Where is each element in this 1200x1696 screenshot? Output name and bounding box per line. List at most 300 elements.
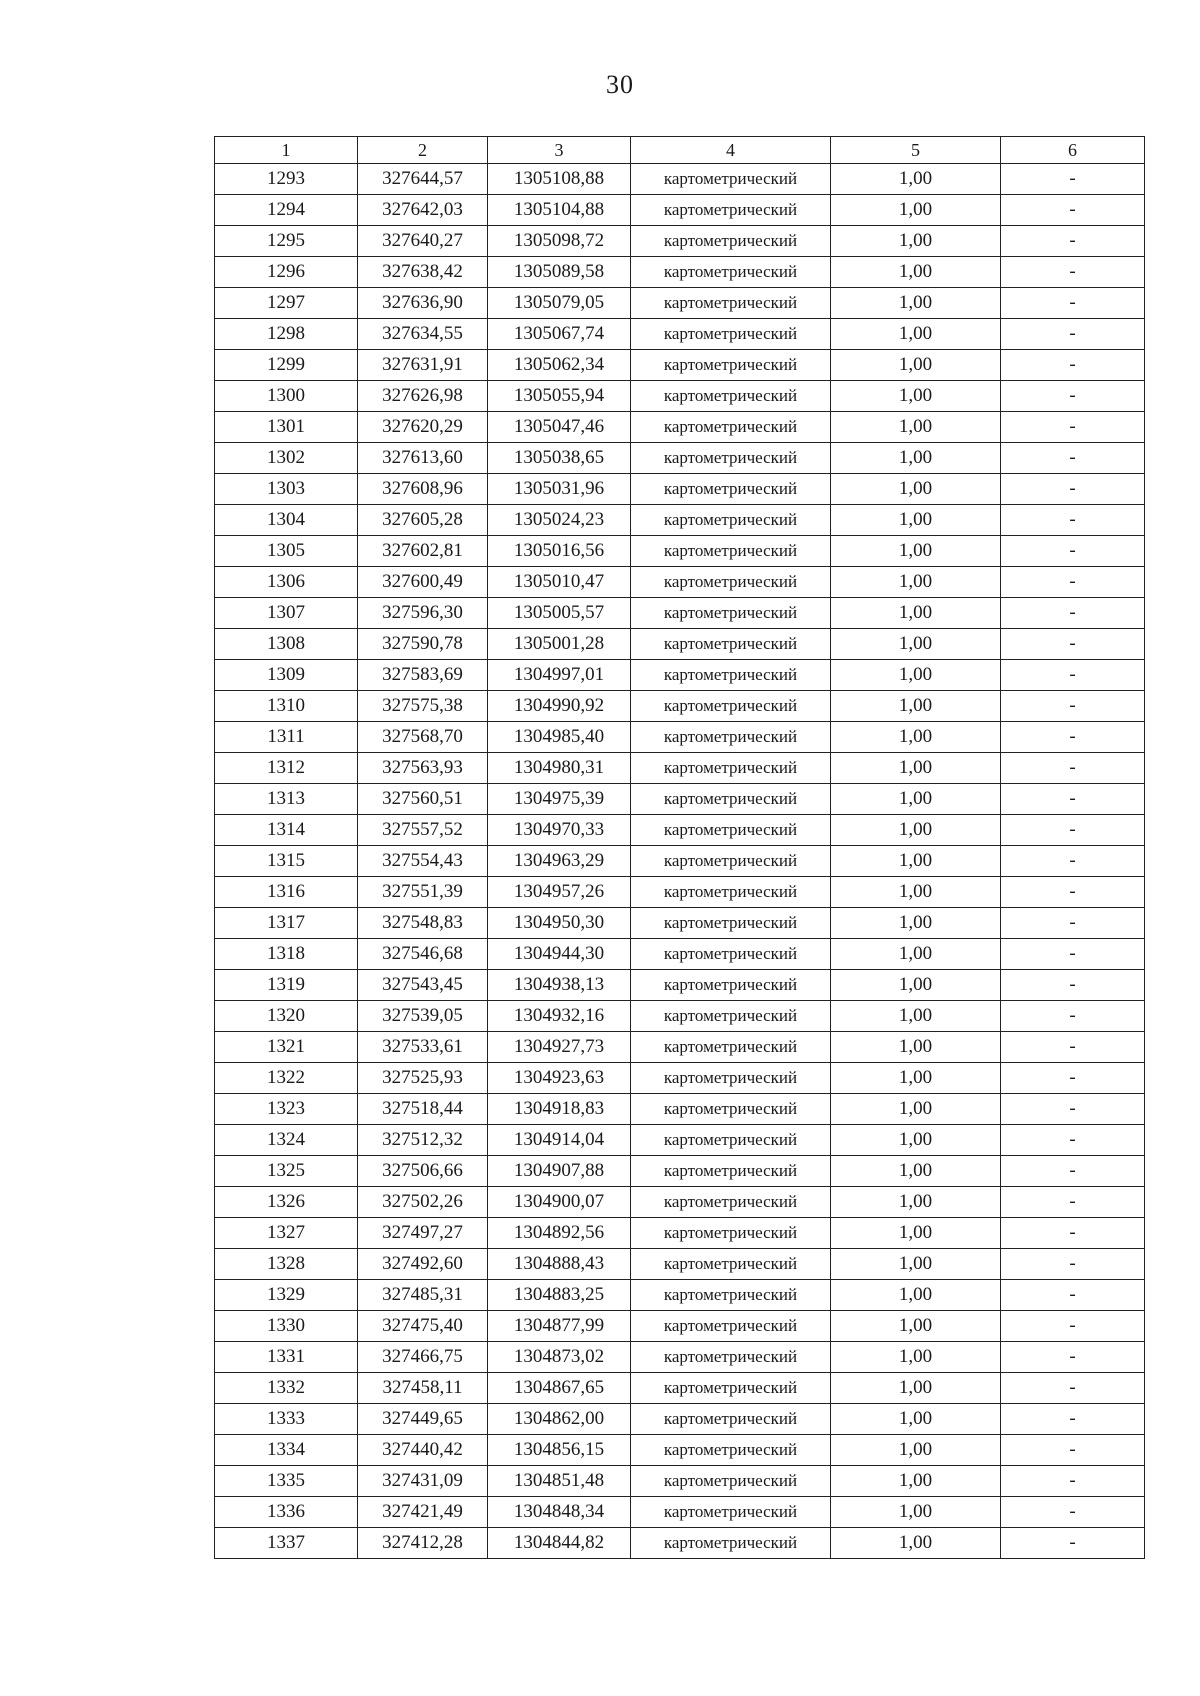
x-coordinate-cell: 327506,66 xyxy=(358,1156,488,1187)
description-cell: - xyxy=(1001,1094,1145,1125)
method-cell: картометрический xyxy=(631,691,831,722)
x-coordinate-cell: 327563,93 xyxy=(358,753,488,784)
x-coordinate-cell: 327449,65 xyxy=(358,1404,488,1435)
point-number-cell: 1294 xyxy=(215,195,358,226)
y-coordinate-cell: 1305055,94 xyxy=(488,381,631,412)
description-cell: - xyxy=(1001,505,1145,536)
method-cell: картометрический xyxy=(631,288,831,319)
y-coordinate-cell: 1304848,34 xyxy=(488,1497,631,1528)
page-number: 30 xyxy=(606,70,634,99)
point-number-cell: 1317 xyxy=(215,908,358,939)
method-cell: картометрический xyxy=(631,536,831,567)
table-row xyxy=(215,226,1145,257)
accuracy-cell: 1,00 xyxy=(831,598,1001,629)
table-row xyxy=(215,939,1145,970)
x-coordinate-cell: 327502,26 xyxy=(358,1187,488,1218)
table-row xyxy=(215,1249,1145,1280)
table-row xyxy=(215,381,1145,412)
table-row xyxy=(215,1497,1145,1528)
accuracy-cell: 1,00 xyxy=(831,1373,1001,1404)
point-number-cell: 1310 xyxy=(215,691,358,722)
y-coordinate-cell: 1304985,40 xyxy=(488,722,631,753)
point-number-cell: 1333 xyxy=(215,1404,358,1435)
y-coordinate-cell: 1304997,01 xyxy=(488,660,631,691)
accuracy-cell: 1,00 xyxy=(831,350,1001,381)
accuracy-cell: 1,00 xyxy=(831,877,1001,908)
accuracy-cell: 1,00 xyxy=(831,1249,1001,1280)
table-row xyxy=(215,846,1145,877)
x-coordinate-cell: 327613,60 xyxy=(358,443,488,474)
point-number-cell: 1314 xyxy=(215,815,358,846)
accuracy-cell: 1,00 xyxy=(831,1001,1001,1032)
y-coordinate-cell: 1304957,26 xyxy=(488,877,631,908)
y-coordinate-cell: 1304980,31 xyxy=(488,753,631,784)
y-coordinate-cell: 1304970,33 xyxy=(488,815,631,846)
method-cell: картометрический xyxy=(631,1311,831,1342)
column-header-description: 6 xyxy=(1001,137,1145,164)
y-coordinate-cell: 1304907,88 xyxy=(488,1156,631,1187)
x-coordinate-cell: 327620,29 xyxy=(358,412,488,443)
description-cell: - xyxy=(1001,1435,1145,1466)
y-coordinate-cell: 1305038,65 xyxy=(488,443,631,474)
description-cell: - xyxy=(1001,908,1145,939)
x-coordinate-cell: 327533,61 xyxy=(358,1032,488,1063)
point-number-cell: 1307 xyxy=(215,598,358,629)
method-cell: картометрический xyxy=(631,1218,831,1249)
point-number-cell: 1301 xyxy=(215,412,358,443)
point-number-cell: 1325 xyxy=(215,1156,358,1187)
method-cell: картометрический xyxy=(631,1063,831,1094)
y-coordinate-cell: 1304950,30 xyxy=(488,908,631,939)
y-coordinate-cell: 1304892,56 xyxy=(488,1218,631,1249)
accuracy-cell: 1,00 xyxy=(831,443,1001,474)
x-coordinate-cell: 327568,70 xyxy=(358,722,488,753)
method-cell: картометрический xyxy=(631,319,831,350)
accuracy-cell: 1,00 xyxy=(831,1404,1001,1435)
description-cell: - xyxy=(1001,970,1145,1001)
y-coordinate-cell: 1305010,47 xyxy=(488,567,631,598)
description-cell: - xyxy=(1001,164,1145,195)
description-cell: - xyxy=(1001,1249,1145,1280)
method-cell: картометрический xyxy=(631,722,831,753)
accuracy-cell: 1,00 xyxy=(831,908,1001,939)
table-row xyxy=(215,505,1145,536)
description-cell: - xyxy=(1001,598,1145,629)
description-cell: - xyxy=(1001,443,1145,474)
description-cell: - xyxy=(1001,257,1145,288)
point-number-cell: 1332 xyxy=(215,1373,358,1404)
table-row xyxy=(215,1063,1145,1094)
description-cell: - xyxy=(1001,877,1145,908)
accuracy-cell: 1,00 xyxy=(831,1156,1001,1187)
accuracy-cell: 1,00 xyxy=(831,319,1001,350)
point-number-cell: 1328 xyxy=(215,1249,358,1280)
method-cell: картометрический xyxy=(631,1280,831,1311)
table-row xyxy=(215,722,1145,753)
accuracy-cell: 1,00 xyxy=(831,412,1001,443)
accuracy-cell: 1,00 xyxy=(831,164,1001,195)
table-row xyxy=(215,1311,1145,1342)
method-cell: картометрический xyxy=(631,1156,831,1187)
method-cell: картометрический xyxy=(631,815,831,846)
point-number-cell: 1311 xyxy=(215,722,358,753)
table-row xyxy=(215,1373,1145,1404)
point-number-cell: 1331 xyxy=(215,1342,358,1373)
accuracy-cell: 1,00 xyxy=(831,1125,1001,1156)
y-coordinate-cell: 1304900,07 xyxy=(488,1187,631,1218)
accuracy-cell: 1,00 xyxy=(831,815,1001,846)
accuracy-cell: 1,00 xyxy=(831,1435,1001,1466)
method-cell: картометрический xyxy=(631,970,831,1001)
method-cell: картометрический xyxy=(631,908,831,939)
x-coordinate-cell: 327485,31 xyxy=(358,1280,488,1311)
x-coordinate-cell: 327548,83 xyxy=(358,908,488,939)
accuracy-cell: 1,00 xyxy=(831,846,1001,877)
method-cell: картометрический xyxy=(631,1125,831,1156)
x-coordinate-cell: 327557,52 xyxy=(358,815,488,846)
y-coordinate-cell: 1304851,48 xyxy=(488,1466,631,1497)
y-coordinate-cell: 1304932,16 xyxy=(488,1001,631,1032)
table-row xyxy=(215,1032,1145,1063)
accuracy-cell: 1,00 xyxy=(831,629,1001,660)
point-number-cell: 1327 xyxy=(215,1218,358,1249)
table-row xyxy=(215,1435,1145,1466)
y-coordinate-cell: 1305024,23 xyxy=(488,505,631,536)
table-body xyxy=(215,164,1145,1559)
point-number-cell: 1316 xyxy=(215,877,358,908)
description-cell: - xyxy=(1001,691,1145,722)
method-cell: картометрический xyxy=(631,1435,831,1466)
y-coordinate-cell: 1305098,72 xyxy=(488,226,631,257)
method-cell: картометрический xyxy=(631,164,831,195)
point-number-cell: 1323 xyxy=(215,1094,358,1125)
column-header-y: 3 xyxy=(488,137,631,164)
table-row xyxy=(215,1280,1145,1311)
x-coordinate-cell: 327518,44 xyxy=(358,1094,488,1125)
y-coordinate-cell: 1304856,15 xyxy=(488,1435,631,1466)
method-cell: картометрический xyxy=(631,1528,831,1559)
y-coordinate-cell: 1304923,63 xyxy=(488,1063,631,1094)
point-number-cell: 1320 xyxy=(215,1001,358,1032)
accuracy-cell: 1,00 xyxy=(831,1032,1001,1063)
accuracy-cell: 1,00 xyxy=(831,505,1001,536)
point-number-cell: 1330 xyxy=(215,1311,358,1342)
point-number-cell: 1337 xyxy=(215,1528,358,1559)
description-cell: - xyxy=(1001,1528,1145,1559)
point-number-cell: 1322 xyxy=(215,1063,358,1094)
point-number-cell: 1334 xyxy=(215,1435,358,1466)
table-row xyxy=(215,1156,1145,1187)
x-coordinate-cell: 327440,42 xyxy=(358,1435,488,1466)
description-cell: - xyxy=(1001,195,1145,226)
description-cell: - xyxy=(1001,1404,1145,1435)
method-cell: картометрический xyxy=(631,226,831,257)
x-coordinate-cell: 327458,11 xyxy=(358,1373,488,1404)
accuracy-cell: 1,00 xyxy=(831,1094,1001,1125)
description-cell: - xyxy=(1001,1187,1145,1218)
accuracy-cell: 1,00 xyxy=(831,939,1001,970)
x-coordinate-cell: 327638,42 xyxy=(358,257,488,288)
y-coordinate-cell: 1304944,30 xyxy=(488,939,631,970)
description-cell: - xyxy=(1001,1466,1145,1497)
method-cell: картометрический xyxy=(631,598,831,629)
point-number-cell: 1309 xyxy=(215,660,358,691)
x-coordinate-cell: 327608,96 xyxy=(358,474,488,505)
table-row xyxy=(215,412,1145,443)
x-coordinate-cell: 327539,05 xyxy=(358,1001,488,1032)
point-number-cell: 1313 xyxy=(215,784,358,815)
method-cell: картометрический xyxy=(631,629,831,660)
point-number-cell: 1336 xyxy=(215,1497,358,1528)
accuracy-cell: 1,00 xyxy=(831,474,1001,505)
method-cell: картометрический xyxy=(631,381,831,412)
point-number-cell: 1303 xyxy=(215,474,358,505)
y-coordinate-cell: 1304862,00 xyxy=(488,1404,631,1435)
method-cell: картометрический xyxy=(631,1373,831,1404)
point-number-cell: 1305 xyxy=(215,536,358,567)
method-cell: картометрический xyxy=(631,939,831,970)
table-row xyxy=(215,1342,1145,1373)
point-number-cell: 1297 xyxy=(215,288,358,319)
y-coordinate-cell: 1304873,02 xyxy=(488,1342,631,1373)
y-coordinate-cell: 1304888,43 xyxy=(488,1249,631,1280)
table-row xyxy=(215,753,1145,784)
table-row xyxy=(215,319,1145,350)
description-cell: - xyxy=(1001,815,1145,846)
y-coordinate-cell: 1304914,04 xyxy=(488,1125,631,1156)
point-number-cell: 1308 xyxy=(215,629,358,660)
table-row xyxy=(215,970,1145,1001)
table-row xyxy=(215,1001,1145,1032)
accuracy-cell: 1,00 xyxy=(831,288,1001,319)
accuracy-cell: 1,00 xyxy=(831,753,1001,784)
table-row xyxy=(215,288,1145,319)
description-cell: - xyxy=(1001,753,1145,784)
method-cell: картометрический xyxy=(631,1032,831,1063)
x-coordinate-cell: 327644,57 xyxy=(358,164,488,195)
accuracy-cell: 1,00 xyxy=(831,970,1001,1001)
method-cell: картометрический xyxy=(631,1497,831,1528)
description-cell: - xyxy=(1001,660,1145,691)
x-coordinate-cell: 327626,98 xyxy=(358,381,488,412)
x-coordinate-cell: 327636,90 xyxy=(358,288,488,319)
description-cell: - xyxy=(1001,846,1145,877)
table-row xyxy=(215,691,1145,722)
x-coordinate-cell: 327551,39 xyxy=(358,877,488,908)
table-row xyxy=(215,877,1145,908)
table-row xyxy=(215,598,1145,629)
y-coordinate-cell: 1305079,05 xyxy=(488,288,631,319)
description-cell: - xyxy=(1001,1373,1145,1404)
point-number-cell: 1335 xyxy=(215,1466,358,1497)
method-cell: картометрический xyxy=(631,877,831,908)
x-coordinate-cell: 327631,91 xyxy=(358,350,488,381)
coordinates-table xyxy=(214,136,1145,1559)
description-cell: - xyxy=(1001,350,1145,381)
description-cell: - xyxy=(1001,567,1145,598)
y-coordinate-cell: 1304927,73 xyxy=(488,1032,631,1063)
table-row xyxy=(215,815,1145,846)
x-coordinate-cell: 327634,55 xyxy=(358,319,488,350)
table-row xyxy=(215,1094,1145,1125)
y-coordinate-cell: 1304883,25 xyxy=(488,1280,631,1311)
point-number-cell: 1324 xyxy=(215,1125,358,1156)
accuracy-cell: 1,00 xyxy=(831,722,1001,753)
x-coordinate-cell: 327412,28 xyxy=(358,1528,488,1559)
header-row xyxy=(215,137,1145,164)
table-row xyxy=(215,567,1145,598)
method-cell: картометрический xyxy=(631,412,831,443)
table-row xyxy=(215,660,1145,691)
y-coordinate-cell: 1304975,39 xyxy=(488,784,631,815)
point-number-cell: 1293 xyxy=(215,164,358,195)
accuracy-cell: 1,00 xyxy=(831,257,1001,288)
description-cell: - xyxy=(1001,1280,1145,1311)
method-cell: картометрический xyxy=(631,1249,831,1280)
method-cell: картометрический xyxy=(631,1404,831,1435)
point-number-cell: 1321 xyxy=(215,1032,358,1063)
point-number-cell: 1306 xyxy=(215,567,358,598)
description-cell: - xyxy=(1001,629,1145,660)
table-row xyxy=(215,1466,1145,1497)
accuracy-cell: 1,00 xyxy=(831,381,1001,412)
method-cell: картометрический xyxy=(631,474,831,505)
description-cell: - xyxy=(1001,722,1145,753)
table-row xyxy=(215,908,1145,939)
y-coordinate-cell: 1304844,82 xyxy=(488,1528,631,1559)
y-coordinate-cell: 1304938,13 xyxy=(488,970,631,1001)
description-cell: - xyxy=(1001,536,1145,567)
method-cell: картометрический xyxy=(631,1094,831,1125)
description-cell: - xyxy=(1001,1218,1145,1249)
x-coordinate-cell: 327554,43 xyxy=(358,846,488,877)
accuracy-cell: 1,00 xyxy=(831,536,1001,567)
point-number-cell: 1315 xyxy=(215,846,358,877)
point-number-cell: 1304 xyxy=(215,505,358,536)
method-cell: картометрический xyxy=(631,846,831,877)
x-coordinate-cell: 327525,93 xyxy=(358,1063,488,1094)
x-coordinate-cell: 327605,28 xyxy=(358,505,488,536)
method-cell: картометрический xyxy=(631,257,831,288)
y-coordinate-cell: 1305104,88 xyxy=(488,195,631,226)
point-number-cell: 1295 xyxy=(215,226,358,257)
point-number-cell: 1326 xyxy=(215,1187,358,1218)
point-number-cell: 1296 xyxy=(215,257,358,288)
y-coordinate-cell: 1305108,88 xyxy=(488,164,631,195)
description-cell: - xyxy=(1001,1497,1145,1528)
description-cell: - xyxy=(1001,1063,1145,1094)
description-cell: - xyxy=(1001,381,1145,412)
description-cell: - xyxy=(1001,1001,1145,1032)
accuracy-cell: 1,00 xyxy=(831,1063,1001,1094)
description-cell: - xyxy=(1001,939,1145,970)
accuracy-cell: 1,00 xyxy=(831,784,1001,815)
table-row xyxy=(215,1404,1145,1435)
y-coordinate-cell: 1304918,83 xyxy=(488,1094,631,1125)
point-number-cell: 1318 xyxy=(215,939,358,970)
point-number-cell: 1298 xyxy=(215,319,358,350)
table-row xyxy=(215,1218,1145,1249)
table-header xyxy=(215,137,1145,164)
y-coordinate-cell: 1304877,99 xyxy=(488,1311,631,1342)
y-coordinate-cell: 1304963,29 xyxy=(488,846,631,877)
description-cell: - xyxy=(1001,1311,1145,1342)
column-header-accuracy: 5 xyxy=(831,137,1001,164)
point-number-cell: 1312 xyxy=(215,753,358,784)
description-cell: - xyxy=(1001,412,1145,443)
table-row xyxy=(215,1187,1145,1218)
description-cell: - xyxy=(1001,319,1145,350)
x-coordinate-cell: 327475,40 xyxy=(358,1311,488,1342)
table-row xyxy=(215,474,1145,505)
column-header-x: 2 xyxy=(358,137,488,164)
y-coordinate-cell: 1305016,56 xyxy=(488,536,631,567)
x-coordinate-cell: 327590,78 xyxy=(358,629,488,660)
x-coordinate-cell: 327431,09 xyxy=(358,1466,488,1497)
method-cell: картометрический xyxy=(631,1001,831,1032)
description-cell: - xyxy=(1001,1125,1145,1156)
accuracy-cell: 1,00 xyxy=(831,1528,1001,1559)
table-row xyxy=(215,536,1145,567)
accuracy-cell: 1,00 xyxy=(831,1280,1001,1311)
method-cell: картометрический xyxy=(631,1342,831,1373)
accuracy-cell: 1,00 xyxy=(831,1187,1001,1218)
y-coordinate-cell: 1305062,34 xyxy=(488,350,631,381)
y-coordinate-cell: 1305089,58 xyxy=(488,257,631,288)
x-coordinate-cell: 327512,32 xyxy=(358,1125,488,1156)
point-number-cell: 1302 xyxy=(215,443,358,474)
method-cell: картометрический xyxy=(631,784,831,815)
point-number-cell: 1300 xyxy=(215,381,358,412)
description-cell: - xyxy=(1001,1032,1145,1063)
x-coordinate-cell: 327600,49 xyxy=(358,567,488,598)
method-cell: картометрический xyxy=(631,567,831,598)
point-number-cell: 1299 xyxy=(215,350,358,381)
y-coordinate-cell: 1304867,65 xyxy=(488,1373,631,1404)
table-row xyxy=(215,164,1145,195)
x-coordinate-cell: 327596,30 xyxy=(358,598,488,629)
table-row xyxy=(215,1528,1145,1559)
accuracy-cell: 1,00 xyxy=(831,1497,1001,1528)
y-coordinate-cell: 1305005,57 xyxy=(488,598,631,629)
x-coordinate-cell: 327602,81 xyxy=(358,536,488,567)
table-row xyxy=(215,350,1145,381)
description-cell: - xyxy=(1001,1156,1145,1187)
method-cell: картометрический xyxy=(631,350,831,381)
x-coordinate-cell: 327642,03 xyxy=(358,195,488,226)
x-coordinate-cell: 327640,27 xyxy=(358,226,488,257)
x-coordinate-cell: 327421,49 xyxy=(358,1497,488,1528)
method-cell: картометрический xyxy=(631,505,831,536)
x-coordinate-cell: 327543,45 xyxy=(358,970,488,1001)
method-cell: картометрический xyxy=(631,1466,831,1497)
accuracy-cell: 1,00 xyxy=(831,691,1001,722)
description-cell: - xyxy=(1001,784,1145,815)
x-coordinate-cell: 327466,75 xyxy=(358,1342,488,1373)
table-row xyxy=(215,1125,1145,1156)
table-row xyxy=(215,257,1145,288)
accuracy-cell: 1,00 xyxy=(831,1342,1001,1373)
description-cell: - xyxy=(1001,288,1145,319)
description-cell: - xyxy=(1001,1342,1145,1373)
point-number-cell: 1329 xyxy=(215,1280,358,1311)
y-coordinate-cell: 1305031,96 xyxy=(488,474,631,505)
x-coordinate-cell: 327560,51 xyxy=(358,784,488,815)
accuracy-cell: 1,00 xyxy=(831,226,1001,257)
y-coordinate-cell: 1305047,46 xyxy=(488,412,631,443)
method-cell: картометрический xyxy=(631,753,831,784)
description-cell: - xyxy=(1001,474,1145,505)
